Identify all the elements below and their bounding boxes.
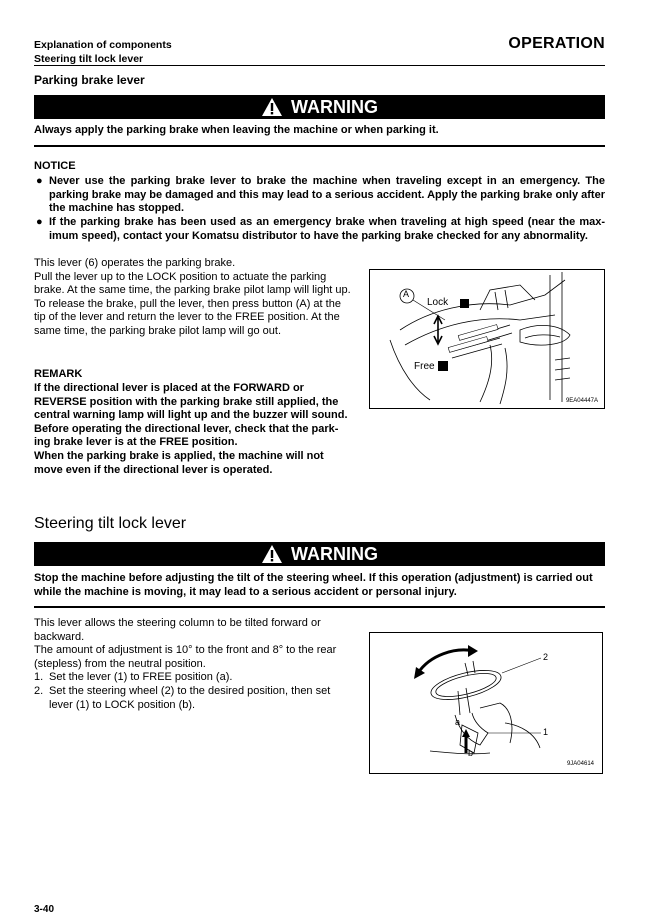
unlock-icon <box>438 361 448 371</box>
notice-item <box>34 216 605 243</box>
figure-caption: 9EA04447A <box>565 398 598 404</box>
warning-banner-steering <box>34 542 605 566</box>
warning-label: WARNING <box>291 96 378 117</box>
section-title-steering: Steering tilt lock lever <box>34 515 187 532</box>
notice-item-text: Never use the parking brake lever to brake the machine when traveling except in an emergency. The parking brake may be damaged and this may lead to a serious accident. Apply the parking brake only after the machine has stopped. <box>49 175 605 214</box>
notice-item-text: If the parking brake has been used as an emergency brake when traveling at high speed (near the max-imum speed), contact your Komatsu distributor to have the parking brake checked for any abnormality. <box>49 216 605 242</box>
parking-para-3: To release the brake, pull the lever, then press button (A) at the tip of the lever and return the lever to the FREE position. At the same time, the parking brake pilot lamp will go out. <box>34 297 341 337</box>
notice-heading: NOTICE <box>34 160 76 172</box>
figure-label-b: b <box>468 748 474 758</box>
step-number: 1. <box>34 671 44 684</box>
warning-label: WARNING <box>291 543 378 564</box>
figure-label-a: a <box>455 717 461 727</box>
steering-steps <box>34 671 352 712</box>
header-subsection: Steering tilt lock lever <box>34 53 144 65</box>
figure-label-2: 2 <box>543 652 549 662</box>
warning-rule <box>34 145 605 147</box>
remark-heading: REMARK <box>34 368 83 380</box>
bullet-icon: ● <box>36 216 43 228</box>
header-rule <box>34 65 605 66</box>
warning-triangle-icon <box>261 544 283 564</box>
running-header <box>34 38 172 66</box>
header-section: Explanation of components <box>34 39 172 51</box>
parking-brake-figure <box>369 269 605 409</box>
figure-caption: 9JA04614 <box>566 761 594 767</box>
warning-text-parking: Always apply the parking brake when leaving the machine or when parking it. <box>34 124 439 136</box>
parking-body <box>34 257 352 339</box>
list-item <box>34 671 352 685</box>
steering-body <box>34 617 352 712</box>
list-item <box>34 685 352 712</box>
bullet-icon: ● <box>36 175 43 187</box>
chapter-title: OPERATION <box>508 35 605 52</box>
warning-banner-parking <box>34 95 605 119</box>
parking-para-2: Pull the lever up to the LOCK position to actuate the parking brake. At the same time, the parking brake pilot lamp will light up. <box>34 270 351 297</box>
step-text: Set the lever (1) to FREE position (a). <box>49 671 233 684</box>
step-number: 2. <box>34 684 44 697</box>
remark-para-1: If the directional lever is placed at the FORWARD or REVERSE position with the parking brake still applied, the central warning lamp will light up and the buzzer will sound. <box>34 382 348 422</box>
warning-triangle-icon <box>261 97 283 117</box>
remark-para-2: Before operating the directional lever, check that the park-ing brake lever is at the FREE position. <box>34 422 339 449</box>
steering-tilt-illustration <box>370 633 602 773</box>
remark-body <box>34 382 352 477</box>
figure-label-free: Free <box>414 361 435 372</box>
figure-label-lock: Lock <box>427 297 449 308</box>
warning-rule <box>34 606 605 608</box>
warning-text-steering: Stop the machine before adjusting the tilt of the steering wheel. If this operation (adjustment) is carried out while the machine is moving, it may lead to a serious accident or personal injury. <box>34 572 593 598</box>
step-text: Set the steering wheel (2) to the desired position, then set lever (1) to LOCK position (b). <box>49 684 331 711</box>
page-number: 3-40 <box>34 904 55 915</box>
lock-icon <box>460 299 469 308</box>
remark-para-3: When the parking brake is applied, the machine will not move even if the directional lever is operated. <box>34 449 324 476</box>
figure-label-1: 1 <box>543 727 549 737</box>
steering-tilt-figure <box>369 632 603 774</box>
section-title-parking: Parking brake lever <box>34 73 145 87</box>
steering-para-2: The amount of adjustment is 10° to the front and 8° to the rear (stepless) from the neutral position. <box>34 644 337 670</box>
notice-item <box>34 175 605 216</box>
figure-label-a: A <box>403 289 410 299</box>
steering-para-1: This lever allows the steering column to be tilted forward or backward. <box>34 617 321 643</box>
parking-para-1: This lever (6) operates the parking brake. <box>34 257 236 269</box>
